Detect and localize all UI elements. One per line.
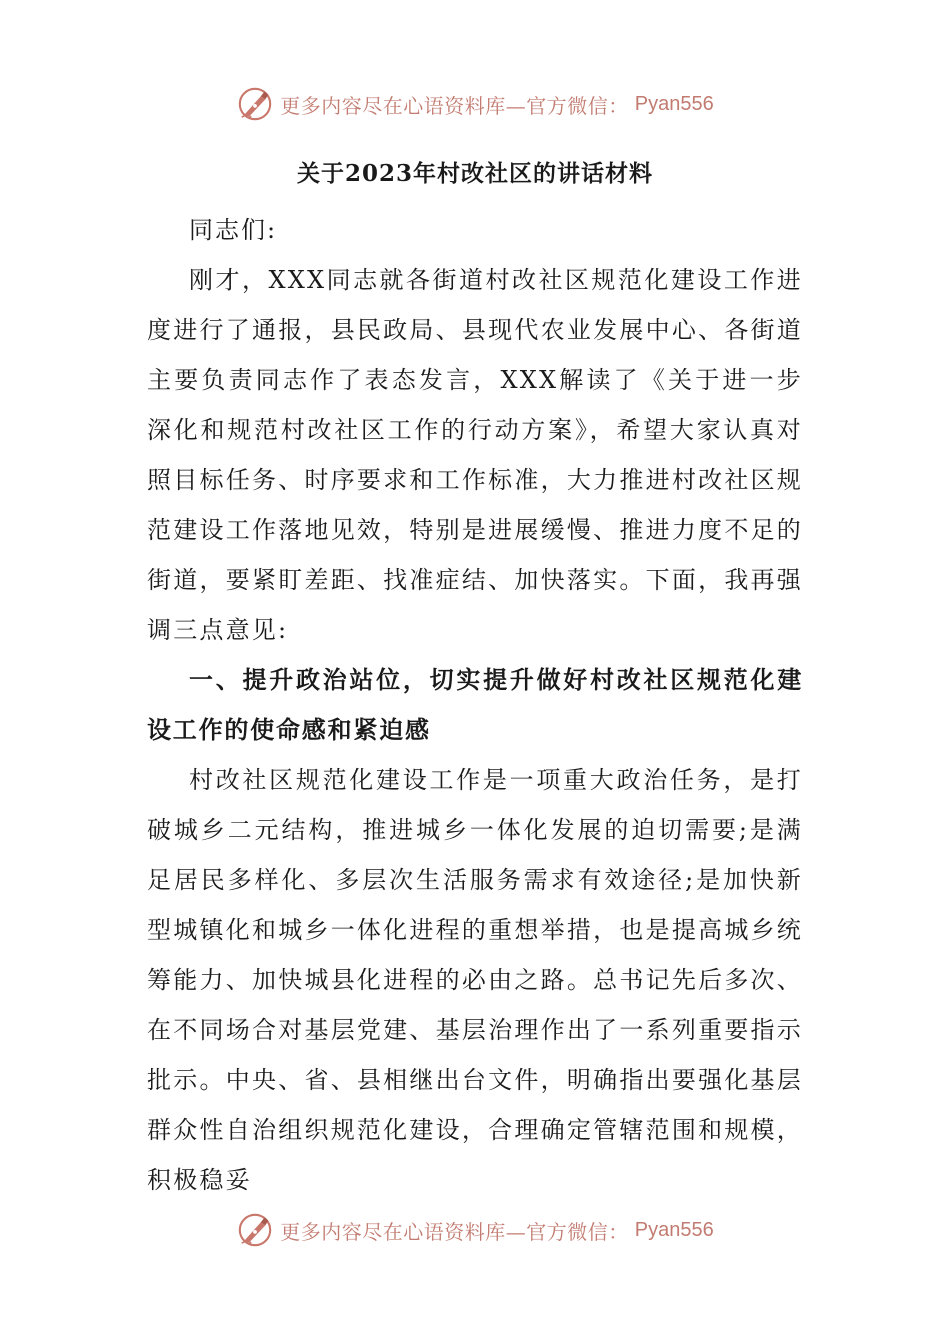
section-paragraph: 村改社区规范化建设工作是一项重大政治任务，是打破城乡二元结构，推进城乡一体化发展的迫切需要;是满足居民多样化、多层次生活服务需求有效途径;是加快新型城镇化和城乡一体化进程的重想举措，也是提高城乡统筹能力、加快城县化进程的必由之路。总书记先后多次、在不同场合对基层党建、基层治理作出了一系列重要指示批示。中央、省、县相继出台文件，明确指出要强化基层群众性自治组织规范化建设，合理确定管辖范围和规模，积极稳妥 xyxy=(147,766,803,1194)
document-body xyxy=(147,205,803,1205)
watermark-wechat-id: Pyan556 xyxy=(634,92,714,115)
watermark-header xyxy=(0,82,950,126)
watermark-text: 更多内容尽在心语资料库—官方微信： xyxy=(280,1219,629,1244)
section-heading: 一、提升政治站位，切实提升做好村改社区规范化建设工作的使命感和紧迫感 xyxy=(147,665,803,744)
pen-nib-logo-icon xyxy=(236,1211,274,1249)
document-title: 关于2023年村改社区的讲话材料 xyxy=(296,160,653,187)
pen-nib-logo-icon xyxy=(236,85,274,123)
watermark-wechat-id: Pyan556 xyxy=(634,1218,714,1241)
watermark-text: 更多内容尽在心语资料库—官方微信： xyxy=(280,93,629,118)
greeting: 同志们: xyxy=(189,216,278,244)
watermark-footer xyxy=(0,1208,950,1252)
intro-paragraph: 刚才，XXX同志就各街道村改社区规范化建设工作进度进行了通报，县民政局、县现代农业发展中心、各街道主要负责同志作了表态发言，XXX解读了《关于进一步深化和规范村改社区工作的行动方案》，希望大家认真对照目标任务、时序要求和工作标准，大力推进村改社区规范建设工作落地见效，特别是进展缓慢、推进力度不足的街道，要紧盯差距、找准症结、加快落实。下面，我再强调三点意见: xyxy=(147,266,803,644)
